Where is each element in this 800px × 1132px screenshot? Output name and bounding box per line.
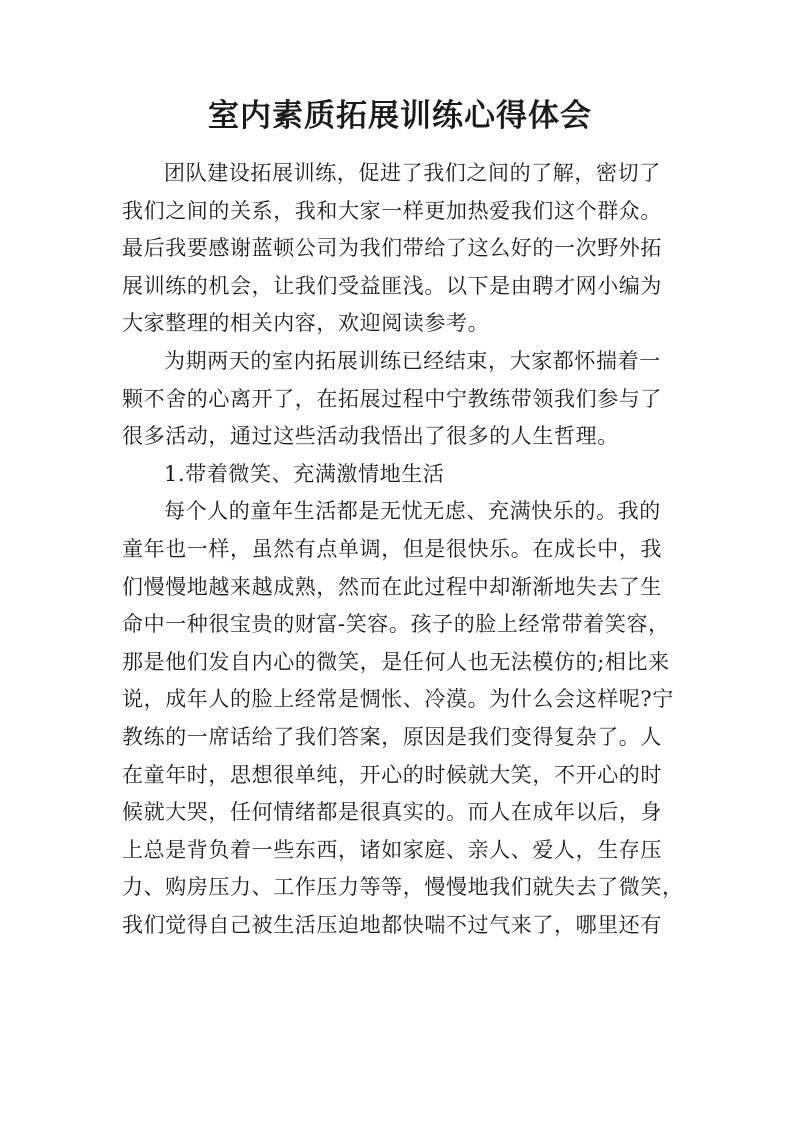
section-heading: 1.带着微笑、充满激情地生活 <box>164 461 445 486</box>
text-line: 命中一种很宝贵的财富-笑容。孩子的脸上经常带着笑容， <box>122 612 670 637</box>
text-line: 大家整理的相关内容，欢迎阅读参考。 <box>122 311 490 336</box>
text-line: 颗不舍的心离开了，在拓展过程中宁教练带领我们参与了 <box>122 386 662 411</box>
text-line: 我们之间的关系，我和大家一样更加热爱我们这个群众。 <box>122 198 662 223</box>
text-line: 上总是背负着一些东西，诸如家庭、亲人、爱人，生存压 <box>122 837 662 862</box>
page-title: 室内素质拓展训练心得体会 <box>208 98 592 134</box>
document-body <box>122 155 682 944</box>
text-line: 候就大哭，任何情绪都是很真实的。而人在成年以后，身 <box>122 800 662 825</box>
text-line: 团队建设拓展训练，促进了我们之间的了解，密切了 <box>164 161 661 185</box>
text-line: 说，成年人的脸上经常是惆怅、冷漠。为什么会这样呢?宁 <box>122 687 674 712</box>
text-line: 力、购房压力、工作压力等等，慢慢地我们就失去了微笑， <box>122 875 684 900</box>
text-line: 教练的一席话给了我们答案，原因是我们变得复杂了。人 <box>122 724 662 749</box>
text-line: 很多活动，通过这些活动我悟出了很多的人生哲理。 <box>122 424 619 449</box>
text-line: 们慢慢地越来越成熟，然而在此过程中却渐渐地失去了生 <box>122 574 662 599</box>
text-line: 展训练的机会，让我们受益匪浅。以下是由聘才网小编为 <box>122 273 662 298</box>
text-line: 每个人的童年生活都是无忧无虑、充满快乐的。我的 <box>164 499 661 524</box>
text-line: 童年也一样，虽然有点单调，但是很快乐。在成长中，我 <box>122 536 662 561</box>
text-line: 我们觉得自己被生活压迫地都快喘不过气来了，哪里还有 <box>122 912 662 937</box>
text-line: 那是他们发自内心的微笑，是任何人也无法模仿的;相比来 <box>122 649 670 674</box>
text-line: 在童年时，思想很单纯，开心的时候就大笑，不开心的时 <box>122 762 662 787</box>
text-line: 最后我要感谢蓝顿公司为我们带给了这么好的一次野外拓 <box>122 236 662 261</box>
text-line: 为期两天的室内拓展训练已经结束，大家都怀揣着一 <box>164 348 661 373</box>
